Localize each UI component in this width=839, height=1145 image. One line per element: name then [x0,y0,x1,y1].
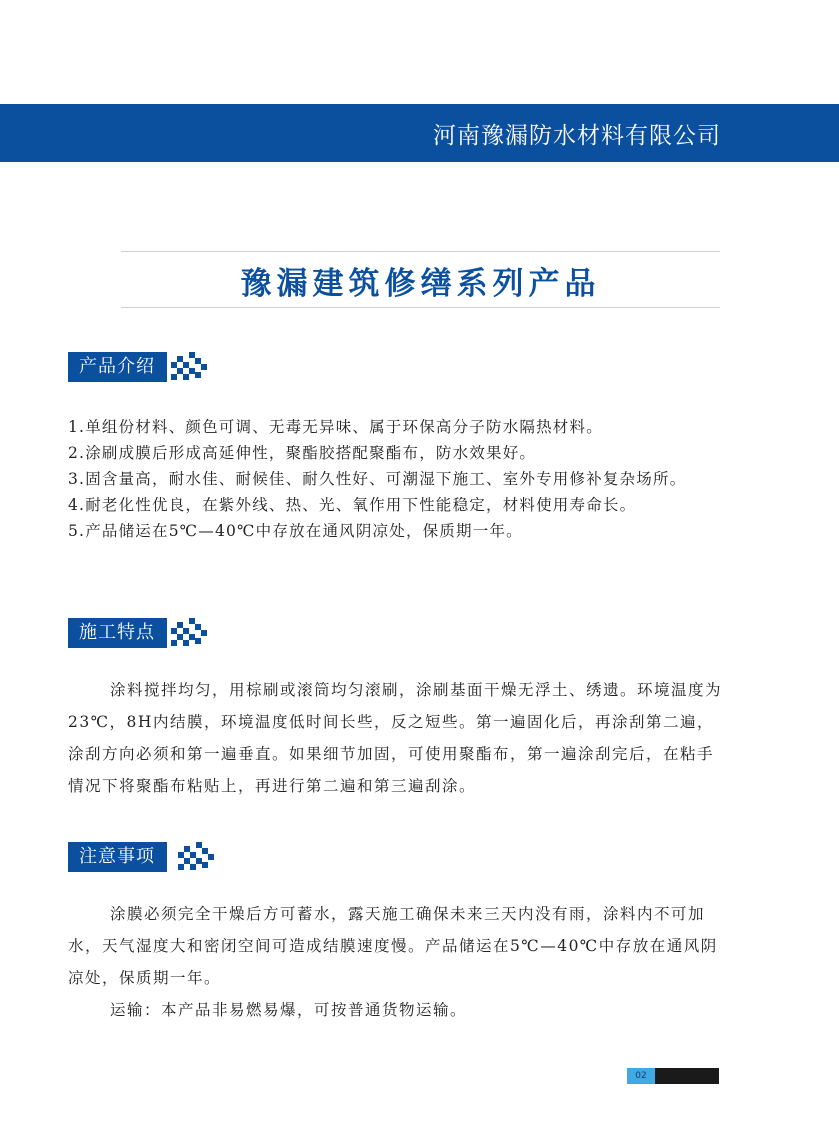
section-heading-notes [68,842,218,872]
checker-pattern-icon [171,352,207,382]
company-name: 河南豫漏防水材料有限公司 [433,123,721,149]
construction-text [68,674,723,802]
title-bottom-rule [121,307,720,308]
section-heading-label: 产品介绍 [68,352,167,382]
header-band [0,104,839,162]
section-heading-label: 注意事项 [68,842,167,872]
page-number: 02 [627,1068,655,1084]
list-item: 2.涂刷成膜后形成高延伸性，聚酯胶搭配聚酯布，防水效果好。 [68,444,537,462]
list-item: 4.耐老化性优良，在紫外线、热、光、氧作用下性能稳定，材料使用寿命长。 [68,496,637,514]
list-item: 3.固含量高，耐水佳、耐候佳、耐久性好、可潮湿下施工、室外专用修补复杂场所。 [68,470,687,488]
section-heading-intro [68,352,208,382]
list-item: 1.单组份材料、颜色可调、无毒无异味、属于环保高分子防水隔热材料。 [68,418,603,436]
notes-text [68,898,723,1026]
list-item: 5.产品储运在5℃—40℃中存放在通风阴凉处，保质期一年。 [68,522,523,540]
section-heading-construction [68,618,208,648]
transport-note: 运输：本产品非易燃易爆，可按普通货物运输。 [110,1001,468,1019]
construction-paragraph: 涂料搅拌均匀，用棕刷或滚筒均匀滚刷，涂刷基面干燥无浮土、绣遗。环境温度为23℃，8H内结膜，环境温度低时间长些，反之短些。第一遍固化后，再涂刮第二遍，涂刮方向必须和第一遍垂直。如果细节加固，可使用聚酯布，第一遍涂刮完后，在粘手情况下将聚酯布粘贴上，再进行第二遍和第三遍刮涂。 [68,681,723,795]
notes-paragraph: 涂膜必须完全干燥后方可蓄水，露天施工确保未来三天内没有雨，涂料内不可加水，天气湿度大和密闭空间可造成结膜速度慢。产品储运在5℃—40℃中存放在通风阴凉处，保质期一年。 [68,905,718,987]
title-top-rule [121,251,720,252]
checker-pattern-icon [171,618,207,648]
page-number-bar-fill [655,1068,719,1084]
section-heading-label: 施工特点 [68,618,167,648]
checker-pattern-icon [178,842,214,872]
intro-list [68,414,728,544]
page-title: 豫漏建筑修缮系列产品 [240,266,601,302]
